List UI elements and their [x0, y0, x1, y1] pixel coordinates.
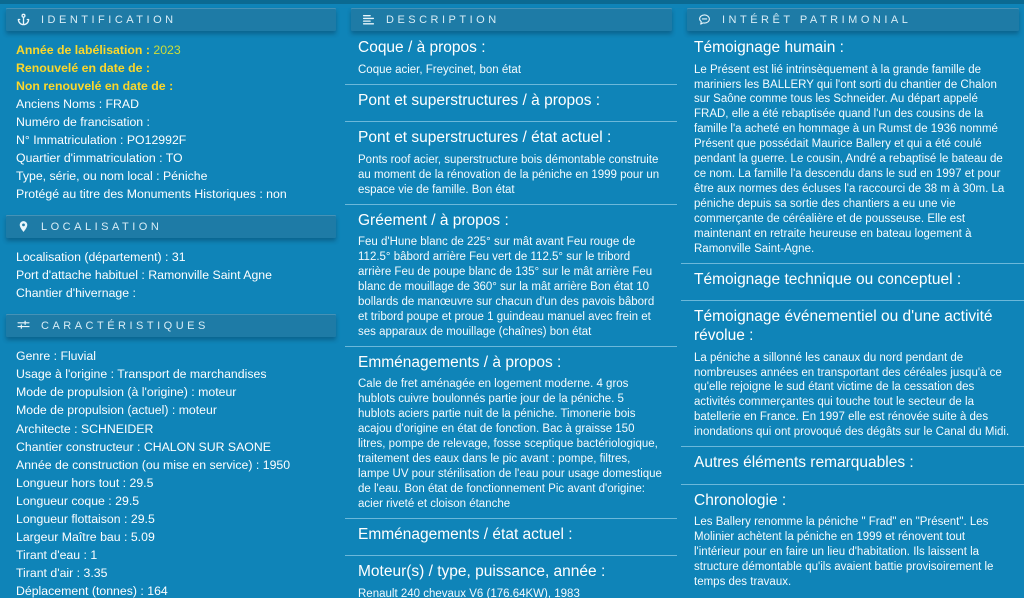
- field-row: [16, 350, 325, 363]
- identification-fields: [0, 31, 341, 211]
- field-label: Chantier constructeur :: [16, 439, 141, 454]
- field-value: 29.5: [115, 493, 140, 508]
- field-value: Transport de marchandises: [117, 367, 267, 382]
- localisation-fields: [0, 238, 341, 310]
- map-pin-icon: [17, 220, 30, 233]
- field-row: [16, 152, 325, 165]
- field-label: Port d'attache habituel :: [16, 268, 145, 283]
- interet-entry: [681, 32, 1024, 264]
- field-row: [16, 188, 325, 201]
- field-label: Non renouvelé en date de :: [16, 79, 174, 94]
- field-row: [16, 549, 325, 562]
- interet-entry: [681, 485, 1024, 596]
- interet-entry: [681, 301, 1024, 447]
- field-row: [16, 386, 325, 399]
- field-row: [16, 368, 325, 381]
- field-row: [16, 585, 325, 598]
- description-section-header[interactable]: [351, 8, 672, 31]
- description-entry: [345, 122, 677, 204]
- field-label: Tirant d'air :: [16, 565, 81, 580]
- field-row: [16, 170, 325, 183]
- caracteristiques-section-title: CARACTÉRISTIQUES: [41, 319, 209, 332]
- field-label: Largeur Maître bau :: [16, 529, 128, 544]
- description-column[interactable]: [345, 4, 677, 598]
- field-value: SCHNEIDER: [80, 421, 154, 436]
- field-row: [16, 44, 325, 57]
- field-value: 1950: [262, 457, 291, 472]
- field-label: N° Immatriculation :: [16, 133, 124, 148]
- entry-heading: Témoignage humain :: [694, 39, 844, 56]
- field-value: 5.09: [130, 529, 155, 544]
- entry-heading: Coque / à propos :: [358, 39, 486, 56]
- field-value: 29.5: [129, 475, 154, 490]
- entry-heading: Emménagements / à propos :: [358, 353, 562, 371]
- columns-container: [0, 4, 1024, 598]
- entry-body: Le Présent est lié intrinsèquement à la grande famille de mariniers les BALLERY qui l'ont sorti du chantier de Chalon sur Saône comme tous les Schneider. Au départ appelé FRAD, elle a été rebaptisée quand l'un des cousins de la famille l'a acheté en hommage à un Rumst de 1936 nommé Présent que possédait Maurice Ballery et qui a été coulé pendant la guerre. Le cousin, André a rebaptisé le bateau de ce nom. La famille l'a descendu dans le sud en 1997 et pour être aux normes des écluses l'a raccourci de 38 m à 30m. La péniche depuis sa sortie des chantiers a eu une vie commerçante de céréalière et de pousseuse. Elle est maintenant en retraite heureuse en bateau logement à Ramonville Saint-Agne.: [694, 63, 1005, 255]
- field-value: 29.5: [130, 511, 155, 526]
- description-section-title: DESCRIPTION: [386, 13, 500, 26]
- description-entry: [345, 205, 677, 347]
- interet-patrimonial-column[interactable]: [681, 4, 1024, 598]
- field-row: [16, 531, 325, 544]
- field-value: 2023: [153, 43, 181, 57]
- entry-body: Coque acier, Freycinet, bon état: [358, 63, 522, 76]
- field-value: moteur: [178, 403, 217, 418]
- field-label: Chantier d'hivernage :: [16, 286, 136, 301]
- description-entry: [345, 32, 677, 85]
- interet-entry: [681, 264, 1024, 302]
- entry-heading: Témoignage technique ou conceptuel :: [694, 270, 962, 288]
- field-value: moteur: [198, 385, 237, 400]
- field-row: [16, 251, 325, 264]
- anchor-icon: [17, 13, 30, 26]
- field-label: Mode de propulsion (à l'origine) :: [16, 385, 195, 400]
- field-label: Année de labélisation :: [16, 43, 150, 57]
- field-label: Localisation (département) :: [16, 250, 169, 265]
- field-row: [16, 404, 325, 417]
- field-row: [16, 441, 325, 454]
- field-label: Protégé au titre des Monuments Historiques :: [16, 187, 263, 202]
- field-value: Péniche: [162, 169, 208, 184]
- description-entry: [345, 347, 677, 519]
- entry-heading: Témoignage événementiel ou d'une activité révolue :: [694, 308, 993, 344]
- field-label: Architecte :: [16, 421, 78, 436]
- entry-heading: Pont et superstructures / état actuel :: [358, 129, 612, 147]
- field-row: [16, 459, 325, 472]
- localisation-section-header[interactable]: [6, 215, 336, 238]
- field-label: Genre :: [16, 349, 58, 364]
- entry-heading: Chronologie :: [694, 491, 787, 509]
- field-value: FRAD: [105, 97, 140, 112]
- field-row: [16, 269, 325, 282]
- field-row: [16, 423, 325, 436]
- field-label: Mode de propulsion (actuel) :: [16, 403, 176, 418]
- interet-entry: [681, 447, 1024, 485]
- entry-body: La péniche a sillonné les canaux du nord pendant de nombreuses années en transportant des céréales jusqu'à ce qu'elle rejoigne le sud étant victime de la cessation des activités commerçantes qui touche tout le secteur de la batellerie en France. En 1997 elle est rénovée suite à des inondations qui ont provoqué des dégâts sur le Canal du Midi.: [694, 351, 1010, 439]
- field-value: PO12992F: [126, 133, 187, 148]
- field-label: Déplacement (tonnes) :: [16, 583, 144, 598]
- align-left-icon: [362, 13, 375, 26]
- field-label: Quartier d'immatriculation :: [16, 151, 163, 166]
- field-row: [16, 477, 325, 490]
- field-label: Numéro de francisation :: [16, 115, 150, 130]
- field-label: Tirant d'eau :: [16, 547, 87, 562]
- interet-entries: [681, 31, 1024, 596]
- identification-section-header[interactable]: [6, 8, 336, 31]
- entry-body: Renault 240 chevaux V6 (176.64KW), 1983: [358, 587, 580, 598]
- interet-patrimonial-section-title: INTÉRÊT PATRIMONIAL: [722, 13, 912, 26]
- field-label: Longueur hors tout :: [16, 475, 127, 490]
- identification-column[interactable]: [0, 4, 341, 598]
- field-row: [16, 287, 325, 300]
- description-entry: [345, 85, 677, 123]
- description-entry: [345, 556, 677, 598]
- field-row: [16, 567, 325, 580]
- field-value: 164: [147, 583, 168, 598]
- field-label: Année de construction (ou mise en service) :: [16, 457, 260, 472]
- sliders-icon: [17, 319, 30, 332]
- field-row: [16, 62, 325, 75]
- entry-body: Ponts roof acier, superstructure bois démontable construite au moment de la rénovation de la péniche en 1999 pour un espace vie de famille. Bon état: [358, 153, 660, 196]
- field-value: 31: [171, 250, 186, 265]
- field-row: [16, 134, 325, 147]
- field-row: [16, 98, 325, 111]
- field-value: CHALON SUR SAONE: [143, 439, 271, 454]
- field-label: Type, série, ou nom local :: [16, 169, 160, 184]
- field-value: 3.35: [83, 565, 108, 580]
- field-label: Anciens Noms :: [16, 97, 103, 112]
- field-label: Longueur coque :: [16, 493, 112, 508]
- field-row: [16, 513, 325, 526]
- caracteristiques-fields: [0, 337, 341, 598]
- entry-heading: Pont et superstructures / à propos :: [358, 91, 601, 109]
- field-row: [16, 116, 325, 129]
- entry-heading: Moteur(s) / type, puissance, année :: [358, 563, 606, 581]
- identification-section-title: IDENTIFICATION: [41, 13, 177, 26]
- field-row: [16, 80, 325, 93]
- field-label: Renouvelé en date de :: [16, 61, 150, 76]
- entry-body: Feu d'Hune blanc de 225° sur mât avant Feu rouge de 112.5° bâbord arrière Feu vert de 112.5° sur le tribord arrière Feu de poupe blanc de 135° sur le mât arrière Feu blanc de mouillage de 360° sur la mât arrière Bon état 10 bollards de manœuvre sur chacun d'un des pavois bâbord et tribord poupe et proue 1 guindeau manuel avec frein et ses apparaux de mouillage (chaînes) bon état: [358, 236, 655, 338]
- interet-patrimonial-section-header[interactable]: [687, 8, 1019, 31]
- field-value: Fluvial: [60, 349, 96, 364]
- comment-icon: [698, 13, 711, 26]
- field-label: Usage à l'origine :: [16, 367, 115, 382]
- localisation-section-title: LOCALISATION: [41, 220, 163, 233]
- entry-heading: Emménagements / état actuel :: [358, 525, 573, 543]
- description-entries: [345, 31, 677, 598]
- field-value: TO: [165, 151, 183, 166]
- entry-heading: Autres éléments remarquables :: [694, 454, 914, 472]
- field-label: Longueur flottaison :: [16, 511, 128, 526]
- field-row: [16, 495, 325, 508]
- description-entry: [345, 519, 677, 557]
- entry-body: Cale de fret aménagée en logement moderne. 4 gros hublots cuivre boulonnés partie jour de la péniche. 5 hublots aciers partie nuit de la péniche. Timonerie bois acajou d'origine en état de fonction. Bac à graisse 150 litres, pompe de relevage, fosse sceptique bactériologique, traitement des eaux dans le pic avant : pompe, filtres, lampe UV pour stérilisation de l'eau pour usage domestique de l'eau. Bon état de fonctionnement Pic avant d'origine: acier riveté et cloison étanche: [358, 378, 662, 510]
- field-value: 1: [90, 547, 98, 562]
- field-value: non: [266, 187, 287, 202]
- entry-heading: Gréement / à propos :: [358, 211, 509, 229]
- entry-body: Les Ballery renomme la péniche " Frad" en "Présent". Les Molinier achètent la péniche en 1999 et rénovent tout l'intérieur pour en faire un lieu d'habitation. Ils laissent la structure démontable qu'ils avaient battie provisoirement le temps des travaux.: [694, 516, 994, 589]
- field-value: Ramonville Saint Agne: [148, 268, 272, 283]
- caracteristiques-section-header[interactable]: [6, 314, 336, 337]
